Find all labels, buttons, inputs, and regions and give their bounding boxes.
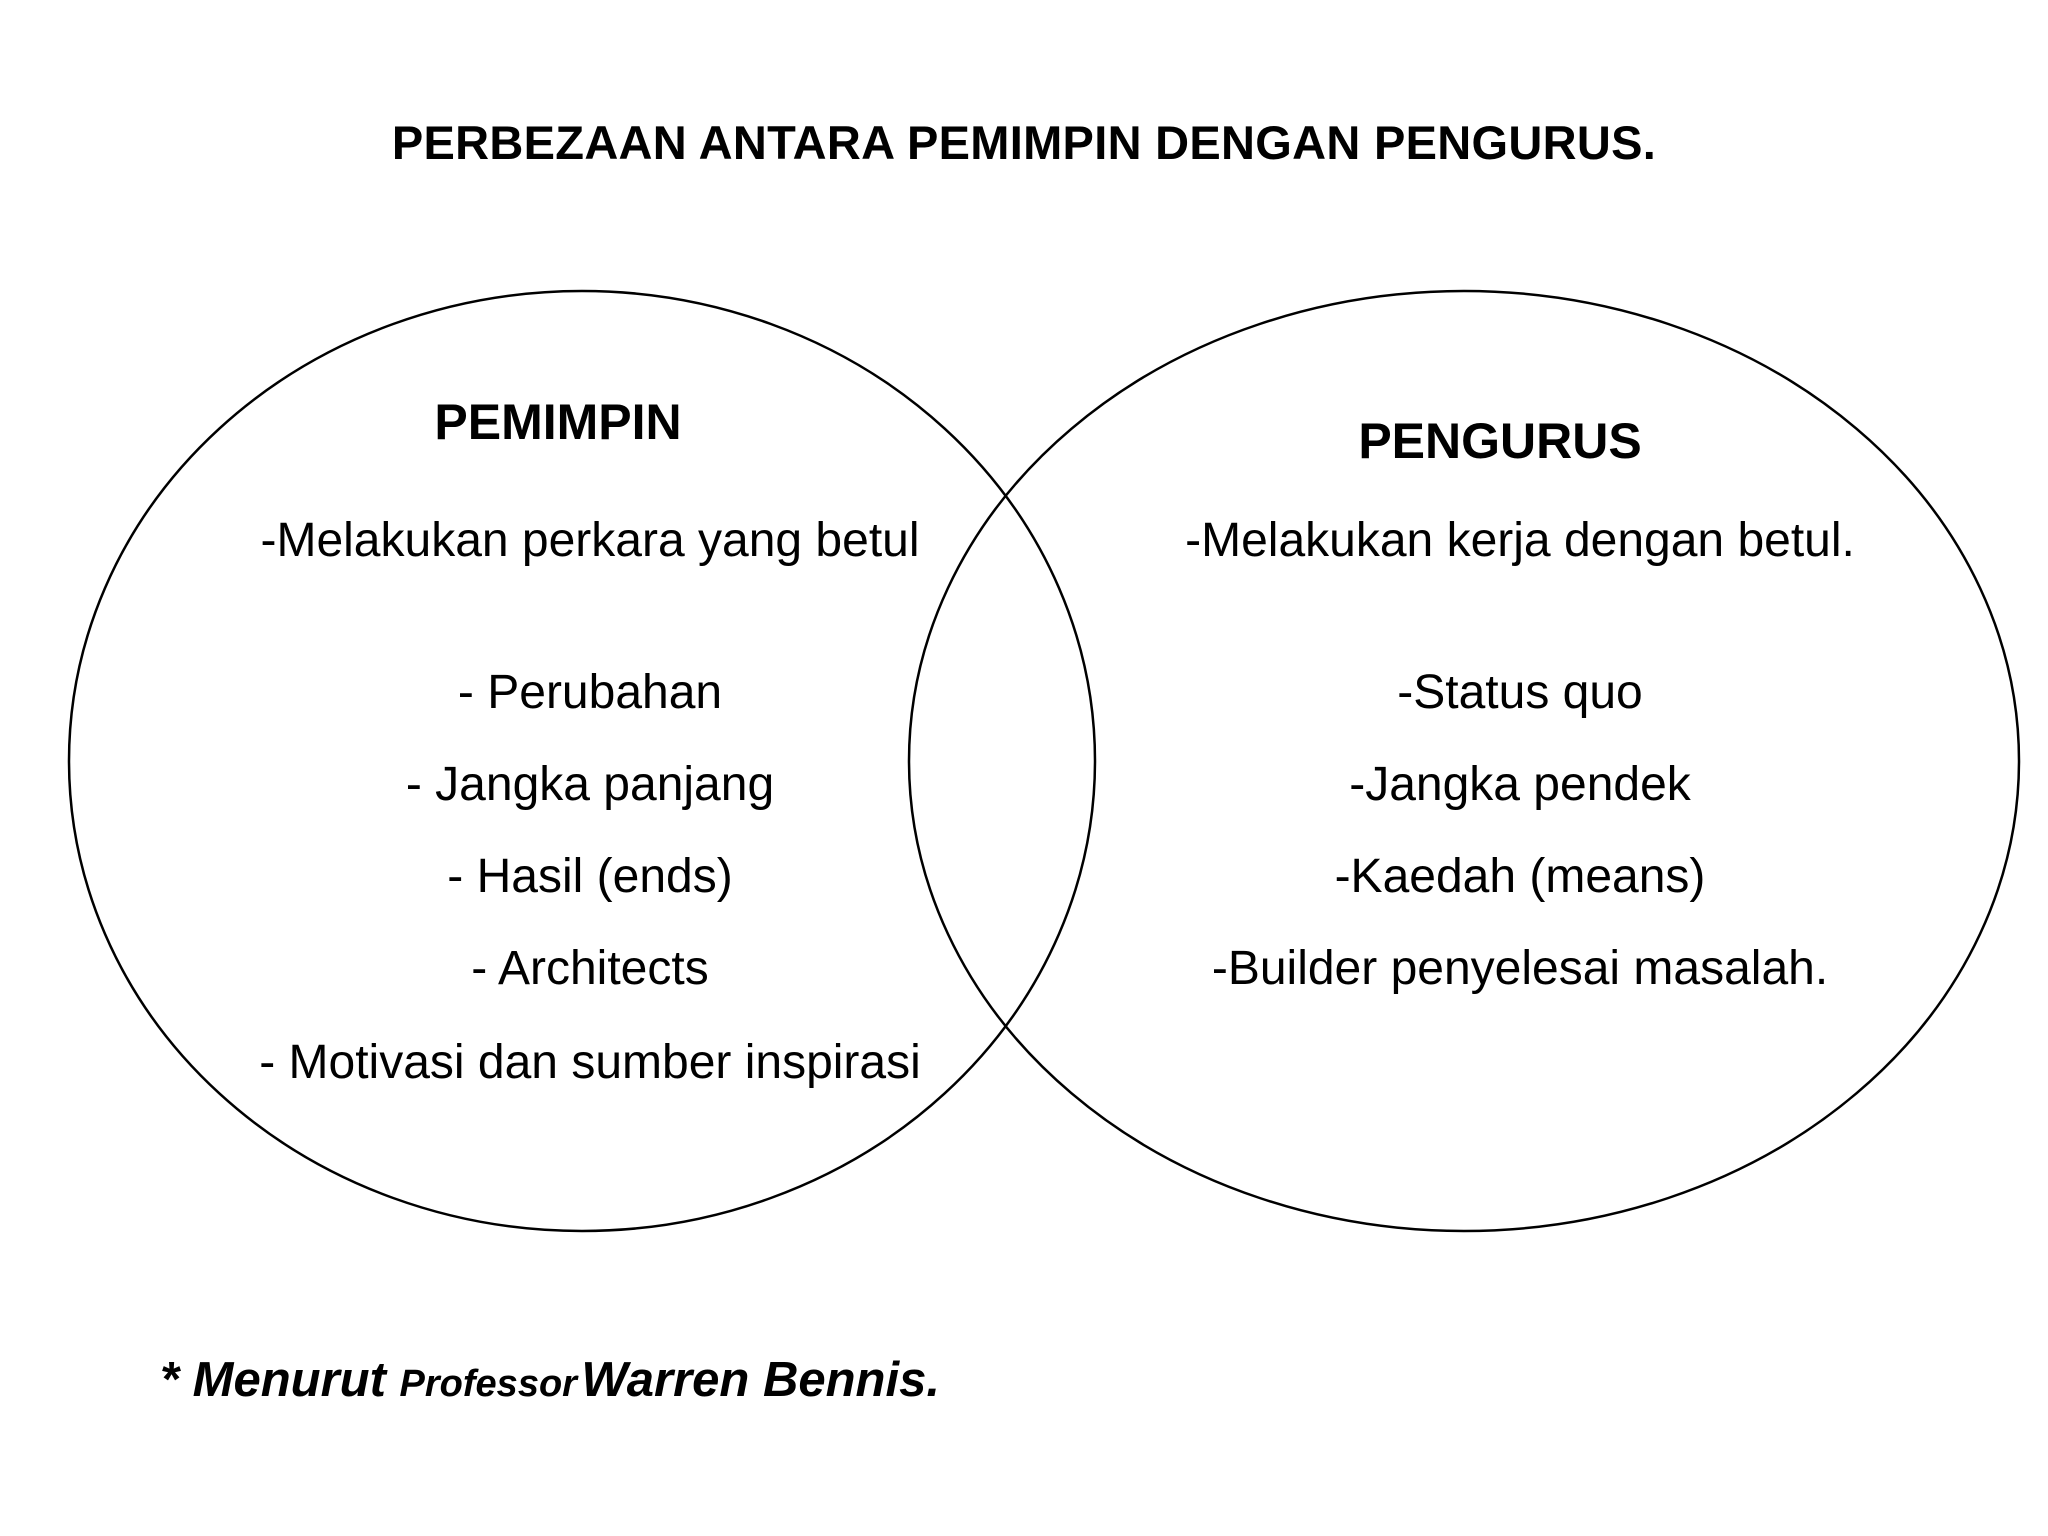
pengurus-item: -Jangka pendek — [1349, 758, 1691, 811]
pemimpin-item: - Architects — [471, 942, 709, 995]
pemimpin-item: -Melakukan perkara yang betul — [260, 514, 920, 567]
footnote-prefix: * Menurut — [160, 1353, 400, 1407]
pengurus-item: -Melakukan kerja dengan betul. — [1185, 514, 1855, 567]
pengurus-item: -Builder penyelesai masalah. — [1211, 942, 1829, 995]
pemimpin-item: - Motivasi dan sumber inspirasi — [259, 1036, 921, 1089]
pengurus-item: -Status quo — [1397, 666, 1643, 719]
pengurus-heading: PENGURUS — [1358, 413, 1642, 469]
pemimpin-item: - Hasil (ends) — [447, 850, 733, 903]
pemimpin-item: - Jangka panjang — [405, 758, 775, 811]
diagram-title: PERBEZAAN ANTARA PEMIMPIN DENGAN PENGURUS. — [391, 116, 1657, 169]
footnote — [160, 1352, 940, 1408]
footnote-title-word: Professor — [399, 1363, 577, 1405]
pemimpin-item: - Perubahan — [457, 666, 723, 719]
pemimpin-heading: PEMIMPIN — [434, 394, 682, 450]
footnote-name: Warren Bennis. — [581, 1353, 940, 1407]
pengurus-item: -Kaedah (means) — [1334, 850, 1706, 903]
